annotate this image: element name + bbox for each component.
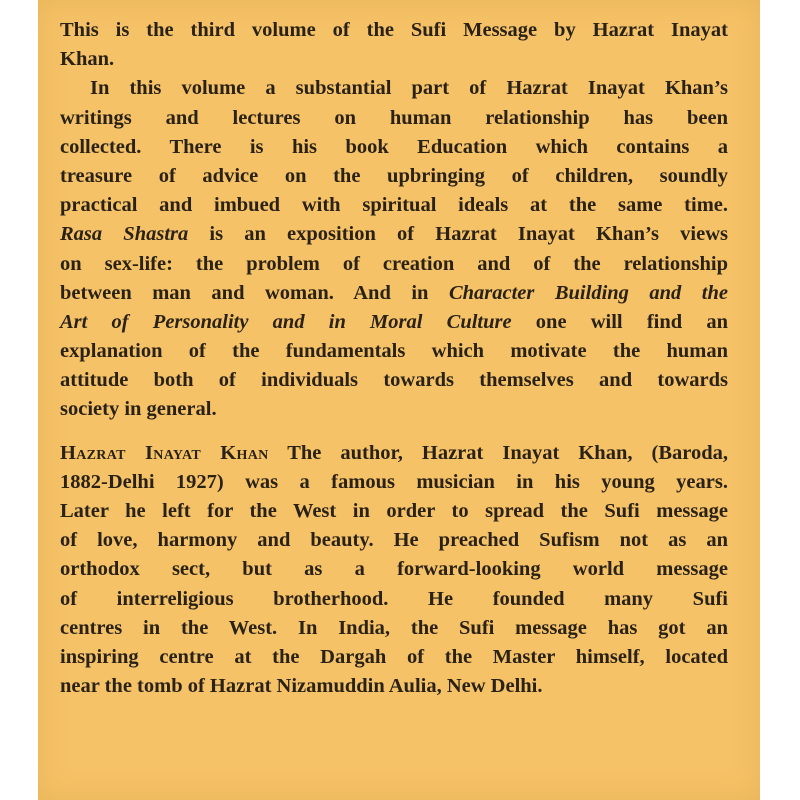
author-line: inspiring centre at the Dargah of the Master himself, located — [60, 645, 728, 668]
author-line: Later he left for the West in order to spread the Sufi message — [60, 500, 728, 522]
author-first-line: The author, Hazrat Inayat Khan, (Baroda, — [268, 441, 728, 464]
blurb-text — [60, 16, 728, 701]
volume-line: explanation of the fundamentals which motivate the human — [60, 340, 728, 363]
intro-line: Khan. — [60, 48, 115, 71]
paragraph-gap — [60, 425, 728, 439]
rasa-rest: is an exposition of Hazrat Inayat Khan’s views — [188, 223, 729, 246]
author-line: near the tomb of Hazrat Nizamuddin Aulia, New Delhi. — [60, 675, 543, 698]
character-building-title: Character Building and the — [448, 281, 728, 304]
volume-line: collected. There is his book Education which contains a — [60, 135, 728, 158]
author-heading: Hazrat Inayat Khan — [60, 441, 269, 464]
volume-line: writings and lectures on human relationship has been — [60, 106, 728, 129]
volume-line — [60, 308, 728, 337]
rasa-shastra-title: Rasa Shastra — [60, 223, 189, 246]
volume-line: attitude both of individuals towards themselves and towards — [60, 369, 728, 392]
author-line: centres in the West. In India, the Sufi message has got an — [60, 616, 728, 639]
line9-rest: one will find an — [511, 310, 728, 333]
author-line: of interreligious brotherhood. He founded many Sufi — [60, 587, 728, 610]
volume-line — [60, 220, 728, 249]
art-of-personality-title: Art of Personality and in Moral Culture — [60, 310, 512, 333]
volume-line: on sex-life: the problem of creation and of the relationship — [60, 252, 728, 275]
volume-line — [60, 279, 728, 308]
volume-line: practical and imbued with spiritual ideals at the same time. — [60, 194, 728, 217]
volume-line: treasure of advice on the upbringing of children, soundly — [60, 164, 728, 187]
volume-line: In this volume a substantial part of Hazrat Inayat Khan’s — [90, 77, 728, 100]
author-line — [60, 439, 728, 468]
author-line: 1882-Delhi 1927) was a famous musician in his young years. — [60, 470, 728, 493]
author-line: of love, harmony and beauty. He preached Sufism not as an — [60, 529, 728, 552]
volume-line: society in general. — [60, 398, 217, 421]
author-line: orthodox sect, but as a forward-looking world message — [60, 558, 728, 581]
intro-line: This is the third volume of the Sufi Message by Hazrat Inayat — [60, 19, 728, 41]
line8-start: between man and woman. And in — [60, 281, 449, 304]
